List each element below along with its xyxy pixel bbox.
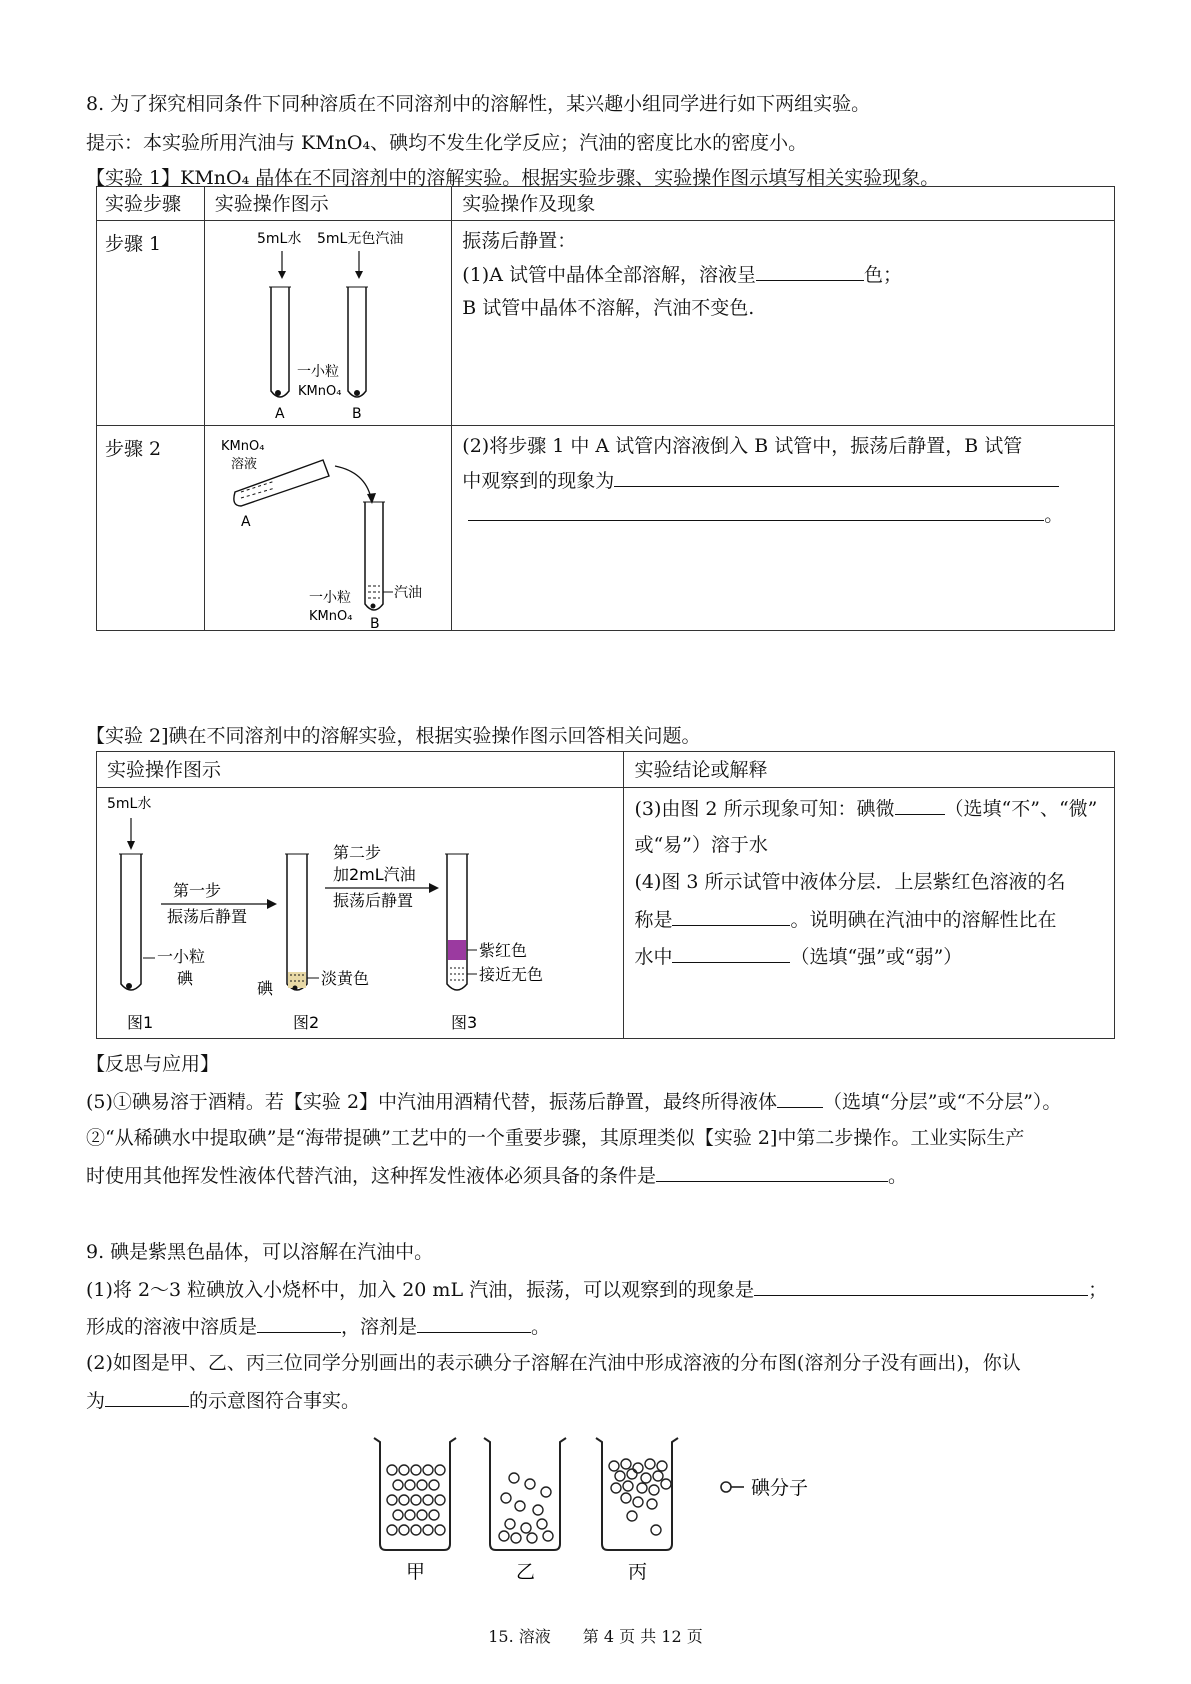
fig1-iodine-label: 碘	[177, 969, 194, 988]
iodine-molecule	[647, 1499, 657, 1509]
q9-q1-line1	[86, 1277, 1107, 1302]
iodine-molecule	[623, 1481, 633, 1491]
iodine-molecule	[411, 1525, 421, 1535]
iodine-molecule	[641, 1473, 651, 1483]
legend-label: 碘分子	[751, 1477, 809, 1499]
iodine-molecule	[423, 1495, 433, 1505]
q4-line2b: 。说明碘在汽油中的溶解性比在	[790, 909, 1057, 931]
iodine-molecule	[429, 1510, 439, 1520]
q3-line2: 或“易”）溶于水	[634, 834, 768, 856]
q8-hint: 提示：本实验所用汽油与 KMnO₄、碘均不发生化学反应；汽油的密度比水的密度小。	[86, 132, 808, 154]
label-5ml-gasoline: 5mL无色汽油	[316, 231, 404, 247]
step1-label: 步骤 1	[105, 233, 162, 255]
step2-line3: 振荡后静置	[333, 891, 414, 910]
header-phenomena: 实验操作及现象	[462, 193, 596, 215]
iodine-molecule	[533, 1505, 543, 1515]
header-step: 实验步骤	[105, 193, 182, 215]
iodine-molecule	[521, 1523, 531, 1533]
iodine-molecule	[525, 1479, 535, 1489]
step2-figure	[205, 426, 452, 631]
fig2-pale-yellow-liquid	[288, 972, 306, 988]
iodine-molecule	[511, 1533, 521, 1543]
step1-text2	[462, 262, 902, 287]
q4-line3a: 水中	[634, 946, 673, 968]
iodine-molecule	[627, 1469, 637, 1479]
step1-text3: B 试管中晶体不溶解，汽油不变色.	[462, 297, 755, 319]
molecules-yi	[499, 1473, 553, 1543]
label-particle-b: 一小粒	[308, 590, 351, 606]
iodine-molecule	[637, 1483, 647, 1493]
answer-blank-3[interactable]	[468, 502, 1044, 521]
q4-line3	[634, 944, 962, 969]
iodine-molecule	[653, 1471, 663, 1481]
iodine-molecule	[393, 1510, 403, 1520]
q9-q2-line1: (2)如图是甲、乙、丙三位同学分别画出的表示碘分子溶解在汽油中形成溶液的分布图(溶剂分子没有画出)，你认	[86, 1352, 1021, 1374]
iodine-molecule	[423, 1465, 433, 1475]
step1-line2: 振荡后静置	[167, 907, 248, 926]
q5-line1b: （选填“分层”或“不分层”）。	[823, 1091, 1062, 1113]
exp2-figure	[97, 788, 625, 1039]
test-tube-b2	[365, 502, 383, 610]
answer-blank-q9d[interactable]	[105, 1388, 189, 1407]
iodine-molecule	[423, 1525, 433, 1535]
iodine-molecule	[609, 1461, 619, 1471]
q4-line1: (4)图 3 所示试管中液体分层．上层紫红色溶液的名	[634, 871, 1066, 893]
step2-text3-end: 。	[1044, 504, 1064, 526]
step1-figure	[205, 221, 452, 426]
iodine-molecule	[499, 1531, 509, 1541]
q9-q2-line2	[86, 1388, 360, 1413]
iodine-molecule	[387, 1495, 397, 1505]
fig1-particle-label: 一小粒	[157, 947, 206, 966]
iodine-molecule	[651, 1525, 661, 1535]
page-footer: 15. 溶液 第 4 页 共 12 页	[488, 1627, 703, 1646]
iodine-molecule	[633, 1497, 643, 1507]
iodine-molecule	[411, 1465, 421, 1475]
q5-line2: ②“从稀碘水中提取碘”是“海带提碘”工艺中的一个重要步骤，其原理类似【实验 2]中第二步操作。工业实际生产	[86, 1127, 1025, 1149]
label-gasoline-b: 汽油	[393, 585, 422, 601]
label-particle: 一小粒	[296, 364, 339, 380]
iodine-molecule	[645, 1459, 655, 1469]
molecules-jia	[387, 1465, 445, 1535]
fig1-caption: 图1	[127, 1013, 154, 1032]
iodine-molecule	[399, 1495, 409, 1505]
step2-text2-label: 中观察到的现象为	[462, 470, 615, 492]
q5-line1a: (5)①碘易溶于酒精。若【实验 2】中汽油用酒精代替，振荡后静置，最终所得液体	[86, 1091, 778, 1113]
iodine-molecule	[615, 1471, 625, 1481]
iodine-molecule	[399, 1525, 409, 1535]
iodine-molecule	[417, 1480, 427, 1490]
reflection-title: 【反思与应用】	[86, 1053, 220, 1075]
iodine-molecule	[509, 1473, 519, 1483]
q8-intro: 8. 为了探究相同条件下同种溶质在不同溶剂中的溶解性，某兴趣小组同学进行如下两组实验。	[86, 93, 871, 115]
exp1-title: 【实验 1】KMnO₄ 晶体在不同溶剂中的溶解实验。根据实验步骤、实验操作图示填写相关实验现象。	[86, 167, 940, 189]
iodine-molecule	[633, 1463, 643, 1473]
q9-q1-line2	[86, 1314, 550, 1339]
fig2-tube	[287, 854, 307, 990]
legend-molecule-icon	[721, 1482, 731, 1492]
label-solution: 溶液	[230, 457, 257, 472]
iodine-molecule	[537, 1519, 547, 1529]
fig3-purple-layer	[448, 940, 466, 960]
q9-q1-c: 形成的溶液中溶质是	[86, 1316, 258, 1338]
answer-blank-q4b[interactable]	[672, 944, 790, 963]
iodine-molecule	[543, 1531, 553, 1541]
iodine-molecule	[387, 1525, 397, 1535]
header-figure2: 实验操作图示	[107, 759, 222, 781]
q5-line3b: 。	[888, 1165, 908, 1187]
experiment2-table	[96, 751, 1115, 1039]
test-tube-a	[271, 287, 289, 397]
q3-line1b: （选填“不”、“微”	[944, 798, 1098, 820]
label-kmno4: KMnO₄	[297, 384, 342, 399]
iodine-molecule	[399, 1465, 409, 1475]
answer-blank-q9c[interactable]	[417, 1314, 531, 1333]
q3-line1	[634, 796, 1097, 821]
q9-q2-c: 的示意图符合事实。	[189, 1390, 361, 1412]
step1-line1: 第一步	[173, 881, 222, 900]
q4-line2	[634, 907, 1056, 932]
iodine-molecule	[387, 1465, 397, 1475]
beaker-bing	[596, 1438, 678, 1550]
step1-text2b: 色；	[863, 264, 902, 286]
label-water: 5mL水	[107, 796, 152, 812]
pour-arrow	[335, 466, 371, 498]
iodine-molecule	[649, 1485, 659, 1495]
step1-text2a: (1)A 试管中晶体全部溶解，溶液呈	[462, 264, 756, 286]
q5-line3a: 时使用其他挥发性液体代替汽油，这种挥发性液体必须具备的条件是	[86, 1165, 657, 1187]
fig2-iodine-label: 碘	[257, 979, 274, 998]
label-tube-b: B	[351, 406, 362, 422]
fig3-tube	[447, 854, 467, 990]
beaker-label-yi: 乙	[516, 1561, 536, 1582]
answer-blank-q9a[interactable]	[754, 1277, 1088, 1296]
iodine-molecule	[417, 1510, 427, 1520]
iodine-molecule	[627, 1511, 637, 1521]
q5-line1	[86, 1089, 1061, 1114]
label-kmno4-a: KMnO₄	[220, 439, 265, 454]
step2-line2: 加2mL汽油	[333, 865, 416, 884]
label-5ml-water: 5mL水	[256, 231, 302, 247]
q4-line2a: 称是	[634, 909, 673, 931]
q9-q2-b: 为	[86, 1390, 106, 1412]
iodine-molecule	[501, 1493, 511, 1503]
label-tube-a: A	[274, 406, 285, 422]
iodine-molecule	[621, 1493, 631, 1503]
step2-label: 步骤 2	[105, 438, 162, 460]
beakers-figure	[370, 1432, 850, 1582]
answer-blank-q5a[interactable]	[777, 1089, 823, 1108]
answer-blank-1[interactable]	[756, 262, 864, 281]
fig2-pale-yellow-label: 淡黄色	[321, 969, 370, 988]
header-figure: 实验操作图示	[214, 193, 329, 215]
fig3-colorless-label: 接近无色	[479, 965, 544, 984]
iodine-molecule	[515, 1501, 525, 1511]
fig3-caption: 图3	[451, 1013, 478, 1032]
answer-blank-q3[interactable]	[895, 796, 945, 815]
iodine-molecule	[429, 1480, 439, 1490]
iodine-molecule	[527, 1533, 537, 1543]
iodine-molecule	[505, 1519, 515, 1529]
label-tube-b2: B	[369, 616, 380, 631]
step2-text2	[462, 468, 1059, 493]
iodine-molecule	[435, 1495, 445, 1505]
iodine-molecule	[541, 1487, 551, 1497]
label-tube-a2: A	[240, 514, 251, 530]
answer-blank-2[interactable]	[614, 468, 1059, 487]
exp2-title: 【实验 2]碘在不同溶剂中的溶解实验，根据实验操作图示回答相关问题。	[86, 725, 701, 747]
iodine-molecule	[621, 1459, 631, 1469]
iodine-molecule	[435, 1525, 445, 1535]
q9-q1-e: 。	[531, 1316, 551, 1338]
experiment1-table	[96, 186, 1115, 631]
q5-line3	[86, 1163, 907, 1188]
iodine-molecule	[405, 1480, 415, 1490]
iodine-molecule	[435, 1465, 445, 1475]
step2-text3	[468, 502, 1063, 527]
iodine-molecule	[611, 1483, 621, 1493]
step2-line1: 第二步	[333, 843, 382, 862]
q9-q1-b: ；	[1088, 1279, 1108, 1301]
label-kmno4-b: KMnO₄	[308, 609, 353, 624]
iodine-molecule	[405, 1510, 415, 1520]
answer-blank-q5b[interactable]	[656, 1163, 888, 1182]
answer-blank-q9b[interactable]	[257, 1314, 341, 1333]
step1-text1: 振荡后静置：	[462, 230, 577, 252]
fig3-purple-label: 紫红色	[479, 941, 528, 960]
iodine-molecule	[661, 1479, 671, 1489]
iodine-molecule	[657, 1461, 667, 1471]
q9-q1-d: ，溶剂是	[341, 1316, 418, 1338]
test-tube-b	[348, 287, 366, 397]
beaker-label-jia: 甲	[406, 1561, 426, 1582]
answer-blank-q4a[interactable]	[672, 907, 790, 926]
q9-q1-a: (1)将 2～3 粒碘放入小烧杯中，加入 20 mL 汽油，振荡，可以观察到的现象是	[86, 1279, 755, 1301]
q3-line1a: (3)由图 2 所示现象可知：碘微	[634, 798, 895, 820]
molecules-bing	[609, 1459, 671, 1535]
fig2-caption: 图2	[293, 1013, 320, 1032]
iodine-molecule	[411, 1495, 421, 1505]
fig1-tube	[121, 854, 141, 990]
q4-line3b: （选填“强”或“弱”）	[790, 946, 963, 968]
iodine-molecule	[393, 1480, 403, 1490]
beaker-label-bing: 丙	[628, 1561, 648, 1582]
step2-text1: (2)将步骤 1 中 A 试管内溶液倒入 B 试管中，振荡后静置，B 试管	[462, 435, 1023, 457]
q9-intro: 9. 碘是紫黑色晶体，可以溶解在汽油中。	[86, 1241, 434, 1263]
header-conclusion: 实验结论或解释	[634, 759, 768, 781]
